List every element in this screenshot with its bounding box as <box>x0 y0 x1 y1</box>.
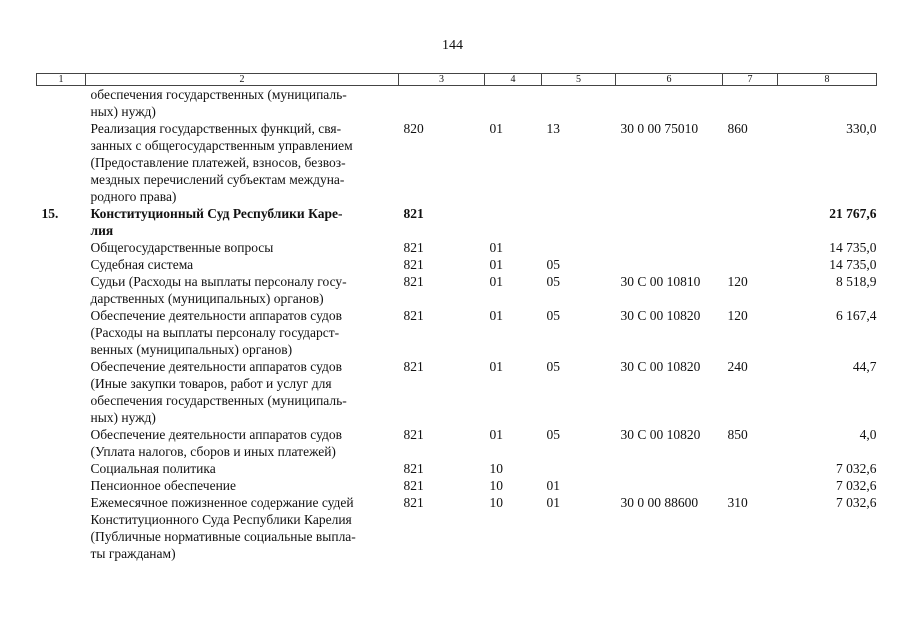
header-col-5: 5 <box>542 74 616 86</box>
header-col-1: 1 <box>37 74 86 86</box>
expense-name-cell: Конституционный Суд Республики Каре- лия <box>90 206 343 238</box>
target-article-code-cell <box>616 86 723 121</box>
amount-cell <box>778 86 877 121</box>
subsection-code-cell <box>542 205 616 239</box>
header-col-8: 8 <box>778 74 877 86</box>
subsection-code-cell: 05 <box>546 274 560 289</box>
expense-type-code-cell: 120 <box>727 274 748 289</box>
target-article-code-cell <box>616 205 723 239</box>
amount-cell: 14 735,0 <box>829 240 877 255</box>
target-article-code-cell <box>616 239 723 256</box>
amount-cell: 7 032,6 <box>836 461 877 476</box>
subsection-code-cell <box>542 86 616 121</box>
header-row <box>37 74 877 86</box>
expense-name-cell: Обеспечение деятельности аппаратов судов (Уплата налогов, сборов и иных платежей) <box>90 427 342 459</box>
section-code-cell <box>485 205 542 239</box>
subsection-code-cell: 05 <box>546 359 560 374</box>
expense-type-code-cell <box>723 460 778 477</box>
subsection-code-cell <box>542 239 616 256</box>
row-number-cell <box>37 358 86 426</box>
header-col-2: 2 <box>86 74 399 86</box>
expense-name-cell: Судьи (Расходы на выплаты персоналу госу- дарственных (муниципальных) органов) <box>90 274 347 306</box>
subsection-code-cell: 05 <box>546 308 560 323</box>
table-row <box>37 239 877 256</box>
target-article-code-cell <box>616 460 723 477</box>
expense-type-code-cell: 310 <box>727 495 748 510</box>
amount-cell: 6 167,4 <box>836 308 877 323</box>
target-article-code-cell: 30 0 00 75010 <box>620 121 699 136</box>
admin-code-cell: 821 <box>403 478 424 493</box>
expense-name-cell: Обеспечение деятельности аппаратов судов (Расходы на выплаты персоналу государст- венных (муниципальных) органов) <box>90 308 342 357</box>
target-article-code-cell <box>616 477 723 494</box>
amount-cell: 7 032,6 <box>836 478 877 493</box>
section-code-cell: 01 <box>489 427 503 442</box>
table-header <box>37 74 877 86</box>
admin-code-cell: 821 <box>403 274 424 289</box>
amount-cell: 8 518,9 <box>836 274 877 289</box>
target-article-code-cell: 30 С 00 10820 <box>620 427 701 442</box>
row-number-cell <box>37 460 86 477</box>
admin-code-cell: 820 <box>403 121 424 136</box>
admin-code-cell: 821 <box>403 427 424 442</box>
row-number-cell <box>37 477 86 494</box>
target-article-code-cell: 30 С 00 10820 <box>620 359 701 374</box>
section-code-cell: 10 <box>489 495 503 510</box>
table-row <box>37 426 877 460</box>
table-body <box>37 86 877 563</box>
admin-code-cell: 821 <box>403 461 424 476</box>
expense-type-code-cell: 850 <box>727 427 748 442</box>
subsection-code-cell: 05 <box>546 427 560 442</box>
section-code-cell: 01 <box>489 359 503 374</box>
section-code-cell: 10 <box>489 461 503 476</box>
expense-name-cell: Пенсионное обеспечение <box>90 478 237 493</box>
expense-name-cell: Ежемесячное пожизненное содержание судей Конституционного Суда Республики Карелия (Публичные нормативные социальные выпла- ты гражданам) <box>90 495 356 561</box>
amount-cell: 14 735,0 <box>829 257 877 272</box>
admin-code-cell <box>399 86 485 121</box>
table-row <box>37 460 877 477</box>
subsection-code-cell: 01 <box>546 478 560 493</box>
table-row <box>37 256 877 273</box>
amount-cell: 7 032,6 <box>836 495 877 510</box>
row-number-cell <box>37 120 86 205</box>
expense-type-code-cell <box>723 86 778 121</box>
row-number-cell <box>37 426 86 460</box>
expense-name-cell: Судебная система <box>90 257 194 272</box>
amount-cell: 44,7 <box>852 359 877 374</box>
subsection-code-cell: 13 <box>546 121 560 136</box>
admin-code-cell: 821 <box>403 206 424 221</box>
expense-type-code-cell <box>723 239 778 256</box>
budget-table <box>36 73 877 562</box>
row-number-cell <box>37 494 86 562</box>
row-number-cell <box>37 86 86 121</box>
expense-name-cell: Общегосударственные вопросы <box>90 240 274 255</box>
section-code-cell <box>485 86 542 121</box>
admin-code-cell: 821 <box>403 257 424 272</box>
target-article-code-cell: 30 0 00 88600 <box>620 495 699 510</box>
table-row <box>37 494 877 562</box>
amount-cell: 330,0 <box>846 121 877 136</box>
row-number-cell <box>37 273 86 307</box>
target-article-code-cell <box>616 256 723 273</box>
row-number-cell: 15. <box>41 206 59 221</box>
header-col-3: 3 <box>399 74 485 86</box>
table-row <box>37 477 877 494</box>
section-code-cell: 10 <box>489 478 503 493</box>
target-article-code-cell: 30 С 00 10810 <box>620 274 701 289</box>
expense-type-code-cell <box>723 205 778 239</box>
page-number: 144 <box>442 38 463 53</box>
table-row <box>37 273 877 307</box>
amount-cell: 4,0 <box>859 427 877 442</box>
expense-name-cell: обеспечения государственных (муниципаль- ных) нужд) <box>90 87 347 119</box>
admin-code-cell: 821 <box>403 240 424 255</box>
section-code-cell: 01 <box>489 274 503 289</box>
expense-type-code-cell: 120 <box>727 308 748 323</box>
expense-type-code-cell: 860 <box>727 121 748 136</box>
subsection-code-cell: 01 <box>546 495 560 510</box>
header-col-7: 7 <box>723 74 778 86</box>
table-row <box>37 358 877 426</box>
section-code-cell: 01 <box>489 121 503 136</box>
expense-type-code-cell <box>723 256 778 273</box>
table-row <box>37 86 877 121</box>
amount-cell: 21 767,6 <box>829 206 877 221</box>
target-article-code-cell: 30 С 00 10820 <box>620 308 701 323</box>
admin-code-cell: 821 <box>403 308 424 323</box>
table-row <box>37 120 877 205</box>
section-code-cell: 01 <box>489 308 503 323</box>
section-code-cell: 01 <box>489 240 503 255</box>
expense-type-code-cell <box>723 477 778 494</box>
table-row <box>37 205 877 239</box>
table-row <box>37 307 877 358</box>
expense-type-code-cell: 240 <box>727 359 748 374</box>
subsection-code-cell: 05 <box>546 257 560 272</box>
expense-name-cell: Реализация государственных функций, свя- занных с общегосударственным управлением (Предоставление платежей, взносов, безвоз- мездных перечислений субъектам междуна- родного права) <box>90 121 353 204</box>
expense-name-cell: Обеспечение деятельности аппаратов судов (Иные закупки товаров, работ и услуг для обеспечения государственных (муниципаль- ных) нужд) <box>90 359 347 425</box>
header-col-4: 4 <box>485 74 542 86</box>
row-number-cell <box>37 307 86 358</box>
row-number-cell <box>37 239 86 256</box>
expense-name-cell: Социальная политика <box>90 461 216 476</box>
admin-code-cell: 821 <box>403 495 424 510</box>
section-code-cell: 01 <box>489 257 503 272</box>
header-col-6: 6 <box>616 74 723 86</box>
row-number-cell <box>37 256 86 273</box>
subsection-code-cell <box>542 460 616 477</box>
admin-code-cell: 821 <box>403 359 424 374</box>
